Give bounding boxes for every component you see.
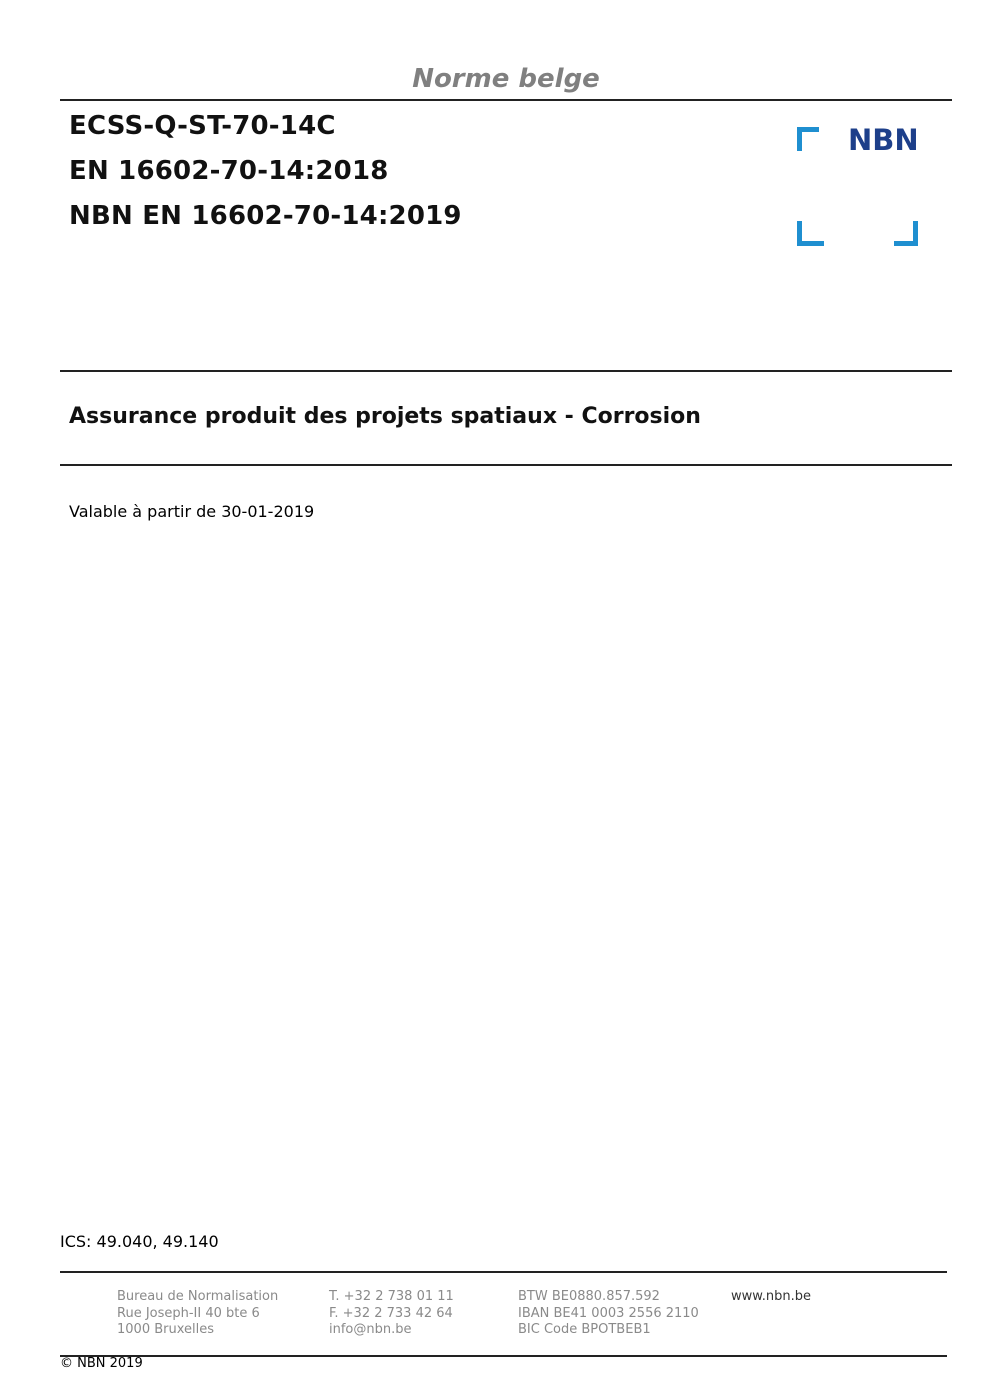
footer-address-line: 1000 Bruxelles: [117, 1322, 215, 1337]
footer-address-line: Rue Joseph-II 40 bte 6: [117, 1305, 260, 1321]
footer-bic: BIC Code BPOTBEB1: [518, 1322, 651, 1337]
standard-code-en: EN 16602-70-14:2018: [69, 156, 389, 186]
document-type-heading: Norme belge: [412, 64, 600, 94]
title-bottom-rule: [60, 464, 952, 466]
footer-website-col: [731, 1289, 811, 1306]
footer-address: [117, 1289, 278, 1339]
footer-address-line: Bureau de Normalisation: [117, 1289, 279, 1304]
footer-bank: [518, 1289, 699, 1339]
footer-top-rule: [60, 1271, 947, 1273]
footer-email[interactable]: info@nbn.be: [329, 1322, 412, 1337]
copyright-notice: © NBN 2019: [60, 1356, 143, 1371]
footer-bottom-rule: [60, 1355, 947, 1357]
header-top-rule: [60, 99, 952, 101]
nbn-logo: [797, 124, 921, 248]
document-title: Assurance produit des projets spatiaux - Corrosion: [69, 404, 701, 429]
standard-code-nbn: NBN EN 16602-70-14:2019: [69, 201, 462, 231]
footer-iban: IBAN BE41 0003 2556 2110: [518, 1305, 699, 1321]
logo-text: NBN: [848, 124, 919, 157]
footer-phone: T. +32 2 738 01 11: [329, 1289, 454, 1304]
footer-contact: [329, 1289, 454, 1339]
footer-fax: F. +32 2 733 42 64: [329, 1305, 453, 1321]
standard-code-ecss: ECSS-Q-ST-70-14C: [69, 111, 336, 141]
footer-website-link[interactable]: www.nbn.be: [731, 1289, 811, 1304]
title-top-rule: [60, 370, 952, 372]
validity-date: Valable à partir de 30-01-2019: [69, 502, 315, 521]
ics-codes: ICS: 49.040, 49.140: [60, 1232, 219, 1251]
footer-vat: BTW BE0880.857.592: [518, 1289, 660, 1304]
